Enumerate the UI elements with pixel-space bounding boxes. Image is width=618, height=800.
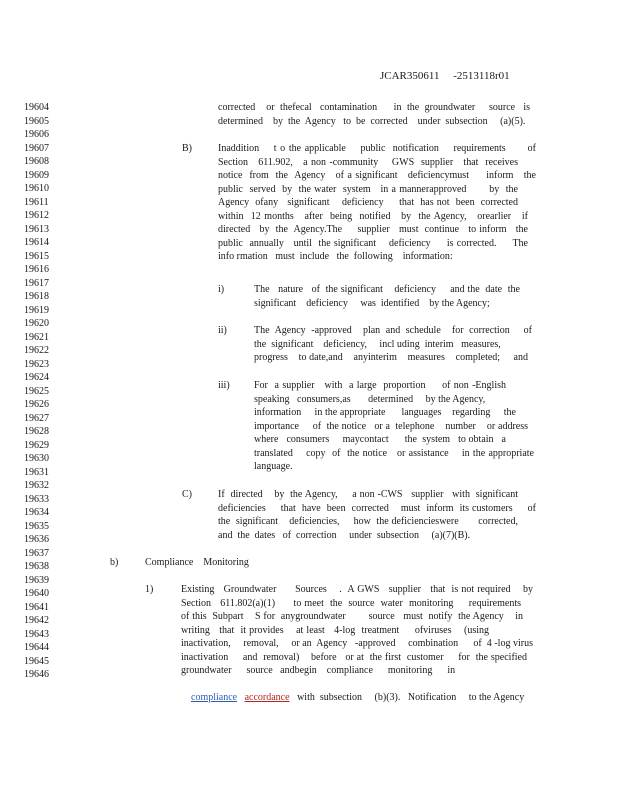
text-span: with subsection (b)(3). Notification to the Agency (289, 692, 525, 703)
text-line: progress to date,and anyinterim measures completed; and (254, 352, 528, 363)
text-line: Section 611.902, a non -community GWS supplier that receives (218, 156, 518, 168)
inserted-text: accordance (244, 692, 290, 703)
text-line: importance of the notice or a telephone number or address (254, 420, 528, 432)
line-number: 19627 (24, 412, 49, 424)
text-line: groundwater source andbegin compliance monitoring in (181, 665, 456, 676)
section-heading: Compliance Monitoring (145, 557, 249, 568)
line-number: 19624 (24, 372, 49, 383)
line-number: 19608 (24, 156, 49, 167)
line-number: 19635 (24, 520, 49, 532)
text-line: directed by the Agency.The supplier must continue to inform the (218, 224, 528, 235)
text-line: corrected or thefecal contamination in the groundwater source is (218, 102, 530, 113)
text-line: deficiencies that have been corrected must inform its customers of (218, 502, 536, 514)
line-number: 19622 (24, 345, 49, 356)
line-number: 19632 (24, 480, 49, 491)
text-line: The Agency -approved plan and schedule for correction of (254, 325, 532, 336)
text-line: translated copy of the notice or assistance in the appropriate (254, 447, 534, 459)
text-line: where consumers maycontact the system to obtain a (254, 434, 506, 445)
line-number: 19638 (24, 561, 49, 572)
line-number: 19606 (24, 129, 49, 140)
line-number: 19636 (24, 534, 49, 545)
line-number: 19612 (24, 210, 49, 221)
line-number: 19621 (24, 331, 49, 343)
line-number: 19633 (24, 493, 49, 505)
text-line: inactivation, removal, or an Agency -approved combination of 4 -log virus (181, 638, 533, 649)
line-number: 19620 (24, 318, 49, 329)
line-number: 19623 (24, 358, 49, 370)
line-number: 19639 (24, 574, 49, 586)
line-number: 19616 (24, 264, 49, 275)
text-line: significant deficiency was identified by the Agency; (254, 297, 490, 309)
line-number: 19617 (24, 277, 49, 289)
text-line: public served by the water system in a mannerapproved by the (218, 183, 518, 195)
text-line: info rmation must include the following information: (218, 251, 453, 262)
line-number: 19618 (24, 291, 49, 302)
deleted-text: compliance (191, 692, 238, 703)
text-line: For a supplier with a large proportion of non -English (254, 380, 506, 391)
line-number: 19630 (24, 453, 49, 464)
line-number: 19609 (24, 169, 49, 181)
line-number: 19625 (24, 385, 49, 397)
line-number: 19645 (24, 655, 49, 667)
line-number: 19646 (24, 669, 49, 680)
line-number: 19626 (24, 399, 49, 410)
line-number: 19642 (24, 615, 49, 626)
text-line: inactivation and removal) before or at the first customer for the specified (181, 651, 527, 663)
line-number: 19628 (24, 426, 49, 437)
line-number: 19634 (24, 507, 49, 518)
line-number: 19605 (24, 115, 49, 127)
line-number: 19604 (24, 102, 49, 113)
item-label-C: C) (182, 489, 192, 500)
line-number: 19619 (24, 304, 49, 316)
line-number: 19614 (24, 237, 49, 248)
text-line: of this Subpart S for anygroundwater source must notify the Agency in (181, 611, 523, 622)
document-header: JCAR350611 -2513118r01 (380, 70, 510, 82)
text-line: Section 611.802(a)(1) to meet the source water monitoring requirements (181, 597, 521, 609)
text-line: If directed by the Agency, a non -CWS supplier with significant (218, 489, 518, 500)
text-line: determined by the Agency to be corrected under subsection (a)(5). (218, 115, 526, 127)
text-line: and the dates of correction under subsection (a)(7)(B). (218, 529, 471, 541)
text-line: notice from the Agency of a significant deficiencymust inform the (218, 170, 536, 181)
line-number: 19640 (24, 588, 49, 599)
text-line: within 12 months after being notified by the Agency, orearlier if (218, 210, 528, 222)
line-number: 19613 (24, 223, 49, 235)
item-label-i: i) (218, 284, 225, 295)
text-line: Existing Groundwater Sources . A GWS supplier that is not required by (181, 584, 533, 595)
text-line: Agency ofany significant deficiency that has not been corrected (218, 197, 518, 208)
line-number: 19629 (24, 439, 49, 451)
text-line: information in the appropriate languages regarding the (254, 407, 516, 418)
text-line: writing that it provides at least 4-log treatment ofviruses (using (181, 624, 489, 636)
text-line: The nature of the significant deficiency and the date the (254, 284, 520, 295)
text-line: the significant deficiencies, how the deficiencieswere corrected, (218, 516, 518, 527)
line-number: 19607 (24, 142, 49, 154)
item-label-ii: ii) (218, 325, 227, 336)
line-number: 19637 (24, 547, 49, 559)
item-label-B: B) (182, 143, 192, 154)
section-label-b: b) (110, 557, 119, 568)
text-line: Inaddition t o the applicable public notification requirements of (218, 143, 536, 154)
text-line: the significant deficiency, incl uding interim measures, (254, 338, 501, 350)
text-line: speaking consumers,as determined by the Agency, (254, 393, 486, 405)
line-number: 19615 (24, 250, 49, 262)
line-number: 19631 (24, 466, 49, 478)
item-label-1: 1) (145, 584, 154, 595)
line-number: 19610 (24, 183, 49, 194)
line-number: 19643 (24, 628, 49, 640)
line-number: 19644 (24, 642, 49, 653)
item-label-iii: iii) (218, 380, 230, 391)
line-number: 19611 (24, 196, 49, 208)
line-number: 19641 (24, 601, 49, 613)
text-line (181, 678, 533, 719)
text-line: public annually until the significant deficiency is corrected. The (218, 237, 528, 249)
text-line: language. (254, 461, 293, 472)
